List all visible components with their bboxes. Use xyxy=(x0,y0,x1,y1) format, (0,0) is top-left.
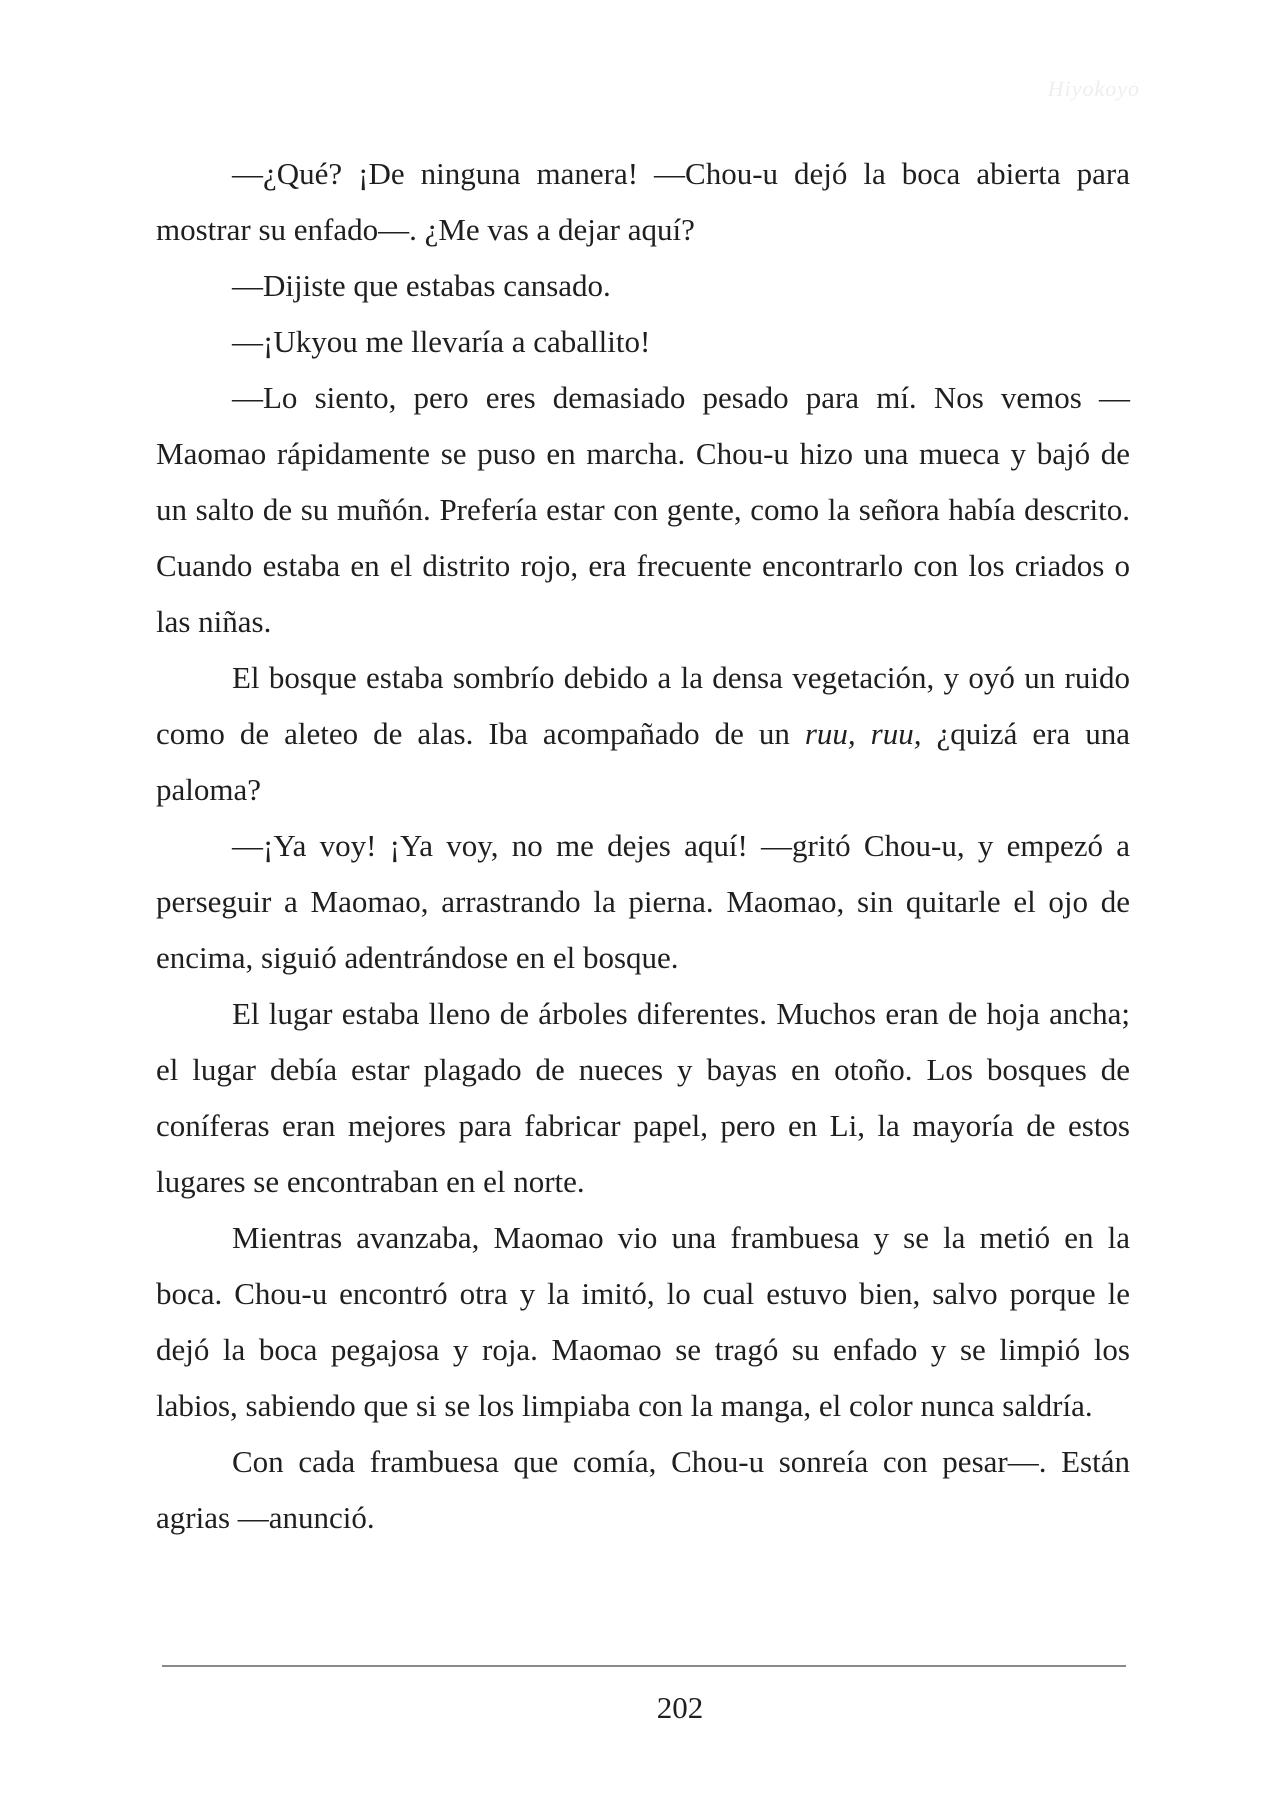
paragraph-8: Mientras avanzaba, Maomao vio una frambuesa y se la metió en la boca. Chou-u encontró otra y la imitó, lo cual estuvo bien, salvo porque le dejó la boca pegajosa y roja. Maomao se tragó su enfado y se limpió los labios, sabiendo que si se los limpiaba con la manga, el color nunca saldría. xyxy=(156,1220,1130,1423)
paragraph-9: Con cada frambuesa que comía, Chou-u sonreía con pesar—. Están agrias —anunció. xyxy=(156,1444,1130,1535)
paragraph-1: —¿Qué? ¡De ninguna manera! —Chou-u dejó la boca abierta para mostrar su enfado—. ¿Me vas a dejar aquí? xyxy=(156,156,1130,247)
paragraph-4: —Lo siento, pero eres demasiado pesado para mí. Nos vemos —Maomao rápidamente se puso en marcha. Chou-u hizo una mueca y bajó de un salto de su muñón. Prefería estar con gente, como la señora había descrito. Cuando estaba en el distrito rojo, era frecuente encontrarlo con los criados o las niñas. xyxy=(156,380,1130,639)
paragraph-5 xyxy=(156,650,1130,818)
paragraph-3: —¡Ukyou me llevaría a caballito! xyxy=(232,324,651,359)
paragraph-7: El lugar estaba lleno de árboles diferentes. Muchos eran de hoja ancha; el lugar debía estar plagado de nueces y bayas en otoño. Los bosques de coníferas eran mejores para fabricar papel, pero en Li, la mayoría de estos lugares se encontraban en el norte. xyxy=(156,996,1130,1199)
paragraph-2: —Dijiste que estabas cansado. xyxy=(232,268,611,303)
paragraph-5-text-start: El bosque estaba sombrío debido a la densa vegetación, y oyó un ruido como de aleteo de alas. Iba acompañado de un xyxy=(156,660,1130,751)
paragraph-5-text-end: ¿quizá era una paloma? xyxy=(156,716,1130,807)
paragraph-6: —¡Ya voy! ¡Ya voy, no me dejes aquí! —gritó Chou-u, y empezó a perseguir a Maomao, arrastrando la pierna. Maomao, sin quitarle el ojo de encima, siguió adentrándose en el bosque. xyxy=(156,828,1130,975)
watermark: Hiyokoyo xyxy=(1047,76,1140,101)
footer-divider xyxy=(162,1665,1126,1667)
paragraph-5-italic-sound: ruu, ruu, xyxy=(804,716,922,751)
page-number: 202 xyxy=(656,1690,704,1725)
body-text xyxy=(156,146,1130,1546)
